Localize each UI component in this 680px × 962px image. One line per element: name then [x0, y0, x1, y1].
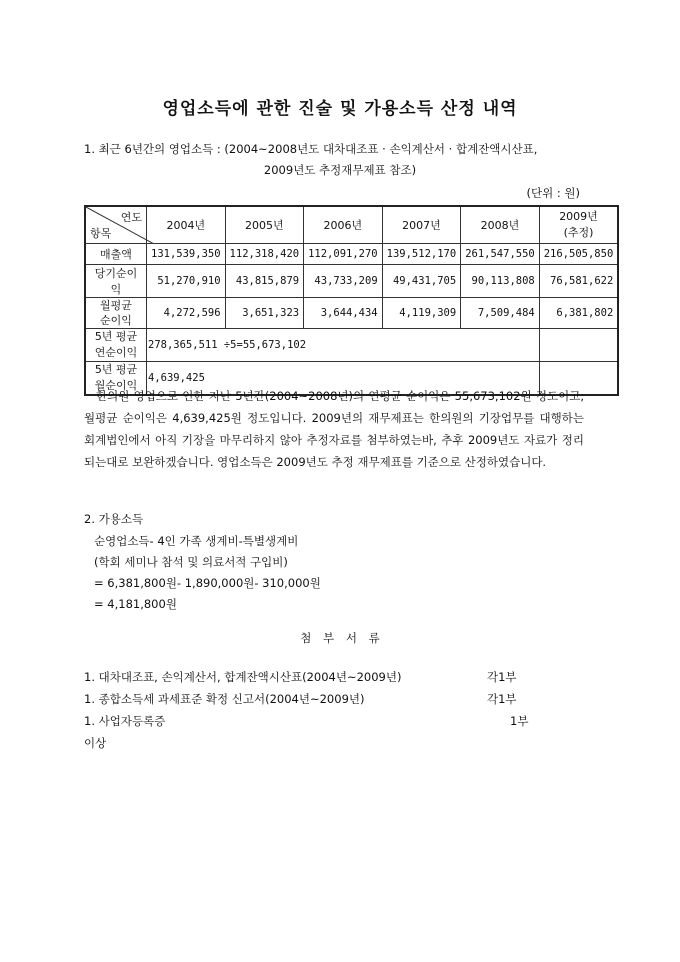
- cell: 7,509,484: [461, 297, 540, 328]
- attachment-qty: 각1부: [487, 670, 517, 684]
- income-table: [84, 205, 619, 396]
- table-row: [85, 264, 618, 297]
- formula-line: = 6,381,800원- 1,890,000원- 310,000원: [94, 576, 321, 590]
- explanation-paragraph: 한의원 영업으로 인한 지난 5년간(2004~2008년)의 연평균 순이익은 55,673,102원 정도이고, 월평균 순이익은 4,639,425원 정도입니다. 2009년의 재무제표는 한의원의 기장업무를 대행하는 회계법인에서 아직 기장을 마무리하지 않아 추정자료를 첨부하였는바, 추후 2009년도 자료가 정리 되는대로 보완하겠습니다. 영업소득은 2009년도 추정 재무제표를 기준으로 산정하였습니다.: [84, 389, 584, 469]
- cell: 6,381,802: [539, 297, 618, 328]
- row-label: [85, 328, 147, 361]
- row-label-line: 5년 평균: [94, 329, 138, 343]
- document-title: 영업소득에 관한 진술 및 가용소득 산정 내역: [162, 99, 518, 119]
- row-label-line: 연순이익: [94, 345, 138, 359]
- cell: 76,581,622: [539, 264, 618, 297]
- year-header: 2005년: [225, 206, 304, 243]
- year-note: (추정): [563, 225, 594, 239]
- corner-cell: [85, 206, 147, 243]
- cell: 51,270,910: [147, 264, 226, 297]
- formula-line: (학회 세미나 참석 및 의료서적 구입비): [94, 555, 288, 569]
- cell: 4,119,309: [382, 297, 461, 328]
- table-row: [85, 328, 618, 361]
- cell: 4,272,596: [147, 297, 226, 328]
- row-label: 당기순이익: [85, 264, 147, 297]
- cell: 216,505,850: [539, 243, 618, 264]
- attachments-heading: 첨 부 서 류: [300, 631, 380, 645]
- formula-line: 순영업소득- 4인 가족 생계비-특별생계비: [94, 534, 299, 548]
- row-label-line: 월순이익: [94, 378, 138, 392]
- attachment-qty: 각1부: [487, 692, 517, 706]
- table-row: [85, 297, 618, 328]
- cell: 261,547,550: [461, 243, 540, 264]
- year-header: 2008년: [461, 206, 540, 243]
- empty-cell: [539, 328, 618, 361]
- section2-heading: 2. 가용소득: [84, 512, 144, 526]
- year-header-2009: [539, 206, 618, 243]
- row-label: [85, 297, 147, 328]
- attachment-item: 1. 종합소득세 과세표준 확정 신고서(2004년~2009년): [84, 692, 365, 706]
- attachment-item: 1. 대차대조표, 손익계산서, 합계잔액시산표(2004년~2009년): [84, 670, 402, 684]
- cell: 131,539,350: [147, 243, 226, 264]
- cell: 90,113,808: [461, 264, 540, 297]
- corner-year-label: 연도: [120, 211, 142, 224]
- cell: 112,091,270: [304, 243, 383, 264]
- avg-year-value: 278,365,511 ÷5=55,673,102: [147, 328, 540, 361]
- formula-line: = 4,181,800원: [94, 597, 177, 611]
- row-label-line: 순이익: [100, 313, 132, 327]
- year-header: 2006년: [304, 206, 383, 243]
- cell: 43,733,209: [304, 264, 383, 297]
- attachment-item: 1. 사업자등록증: [84, 714, 166, 728]
- cell: 3,644,434: [304, 297, 383, 328]
- unit-label: (단위 : 원): [526, 186, 580, 200]
- row-label-line: 5년 평균: [94, 362, 138, 376]
- section1-heading: 1. 최근 6년간의 영업소득 : (2004~2008년도 대차대조표 · 손익계산서 · 합계잔액시산표,: [84, 142, 538, 156]
- row-label: 매출액: [85, 243, 147, 264]
- closing-text: 이상: [84, 736, 107, 750]
- avg-month-value: 4,639,425: [147, 361, 540, 395]
- year-label: 2009년: [559, 209, 598, 223]
- attachment-qty: 1부: [510, 714, 529, 728]
- row-label-line: 월평균: [100, 298, 132, 312]
- cell: 112,318,420: [225, 243, 304, 264]
- section1-heading-cont: 2009년도 추정재무제표 참조): [263, 163, 417, 177]
- cell: 139,512,170: [382, 243, 461, 264]
- cell: 3,651,323: [225, 297, 304, 328]
- table-header-row: [85, 206, 618, 243]
- year-header: 2004년: [147, 206, 226, 243]
- table-row: [85, 243, 618, 264]
- year-header: 2007년: [382, 206, 461, 243]
- cell: 49,431,705: [382, 264, 461, 297]
- corner-item-label: 항목: [90, 226, 112, 240]
- cell: 43,815,879: [225, 264, 304, 297]
